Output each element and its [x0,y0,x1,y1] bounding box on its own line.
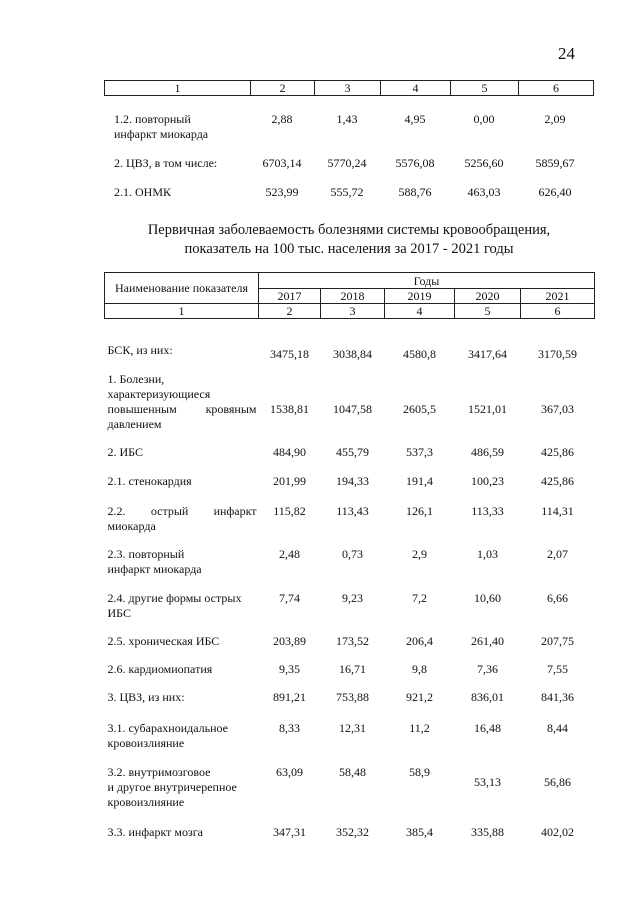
year-header: 2020 [455,289,521,304]
value-cell: 206,4 [406,633,433,648]
value-cell: 555,72 [330,185,364,199]
value-cell: 8,44 [547,720,568,735]
value-cell: 0,00 [473,112,495,126]
top-header-cell: 1 [105,81,251,95]
table-row [105,547,595,591]
top-header-cell: 2 [251,81,315,95]
table-row [105,474,595,504]
value-cell: 2,9 [412,546,427,561]
value-cell: 7,74 [279,590,300,605]
value-cell: 100,23 [471,473,504,488]
table-row [105,591,595,634]
value-cell: 56,86 [544,774,571,789]
value-cell: 3417,64 [468,346,507,361]
table-row [105,825,595,849]
value-cell: 1,03 [477,546,498,561]
value-cell: 194,33 [336,473,369,488]
section-title [104,221,594,259]
row-label: 2.1. ОНМК [114,185,172,199]
value-cell: 486,59 [471,444,504,459]
value-cell: 12,31 [339,720,366,735]
value-cell: 53,13 [474,774,501,789]
top-header-cell: 5 [451,81,519,95]
top-table-header [104,80,594,96]
value-cell: 126,1 [406,503,433,518]
row-label-justified [108,402,257,417]
value-cell: 6,66 [547,590,568,605]
row-label: 3.1. субарахноидальное кровоизлияние [107,720,229,750]
label-word: инфаркт [213,503,257,518]
years-header: Годы [259,273,595,289]
row-label: 2.4. другие формы острых ИБС [107,590,242,620]
value-cell: 9,23 [342,590,363,605]
year-header: 2018 [321,289,385,304]
table-row [105,662,595,690]
value-cell: 0,73 [342,546,363,561]
value-cell: 402,02 [541,824,574,839]
label-word: 2.2. [107,503,126,518]
row-label: 2.3. повторный инфаркт миокарда [107,546,202,576]
table-row [105,690,595,721]
value-cell: 201,99 [273,473,306,488]
value-cell: 367,03 [541,401,574,416]
value-cell: 352,32 [336,824,369,839]
value-cell: 1047,58 [333,401,372,416]
value-cell: 9,35 [279,661,300,676]
table-row [105,504,595,547]
value-cell: 5859,67 [535,156,575,170]
index-cell: 2 [259,304,321,319]
row-label: БСК, из них: [107,342,173,357]
year-header: 2017 [259,289,321,304]
value-cell: 7,36 [477,661,498,676]
value-cell: 6703,14 [262,156,302,170]
table-row [105,347,595,372]
value-cell: 1,43 [336,112,358,126]
value-cell: 4580,8 [403,346,436,361]
value-cell: 16,71 [339,661,366,676]
index-cell: 5 [455,304,521,319]
value-cell: 347,31 [273,824,306,839]
value-cell: 63,09 [276,764,303,779]
row-label: 2.6. кардиомиопатия [107,661,213,676]
value-cell: 173,52 [336,633,369,648]
value-cell: 16,48 [474,720,501,735]
value-cell: 7,55 [547,661,568,676]
top-table-row [104,185,594,200]
row-label: 1. Болезни, характеризующиеся повышенным кровяным давлением [107,371,257,431]
label-word: кровяным [205,401,257,416]
year-header: 2019 [385,289,455,304]
value-cell: 463,03 [467,185,501,199]
table-row [105,765,595,825]
value-cell: 5576,08 [395,156,435,170]
value-cell: 113,43 [336,503,369,518]
value-cell: 191,4 [406,473,433,488]
value-cell: 2605,5 [403,401,436,416]
value-cell: 2,09 [544,112,566,126]
value-cell: 335,88 [471,824,504,839]
index-cell: 3 [321,304,385,319]
value-cell: 1538,81 [270,401,309,416]
value-cell: 921,2 [406,689,433,704]
value-cell: 261,40 [471,633,504,648]
value-cell: 7,2 [412,590,427,605]
value-cell: 5256,60 [464,156,504,170]
value-cell: 891,21 [273,689,306,704]
row-label: 3. ЦВЗ, из них: [107,689,185,704]
index-cell: 1 [105,304,259,319]
label-word: острый [150,503,189,518]
top-header-cell: 6 [553,81,559,95]
value-cell: 5770,24 [327,156,367,170]
top-table-row [104,112,594,142]
section-title-line: показатель на 100 тыс. населения за 2017 - 2021 годы [184,241,514,257]
value-cell: 836,01 [471,689,504,704]
main-table [104,272,595,849]
value-cell: 425,86 [541,444,574,459]
value-cell: 203,89 [273,633,306,648]
value-cell: 11,2 [409,720,430,735]
top-table-row [104,156,594,171]
value-cell: 58,48 [339,764,366,779]
table-row [105,372,595,445]
table-row [105,721,595,765]
value-cell: 207,75 [541,633,574,648]
value-cell: 753,88 [336,689,369,704]
top-header-cell: 4 [381,81,451,95]
page-number: 24 [558,44,575,63]
value-cell: 523,99 [265,185,299,199]
value-cell: 3475,18 [270,346,309,361]
value-cell: 113,33 [471,503,504,518]
table-row [105,445,595,474]
value-cell: 4,95 [404,112,426,126]
value-cell: 588,76 [398,185,432,199]
value-cell: 455,79 [336,444,369,459]
row-label: 2.5. хроническая ИБС [107,633,220,648]
row-label: 2.2. острый инфаркт миокарда [107,503,257,533]
value-cell: 9,8 [412,661,427,676]
value-cell: 2,07 [547,546,568,561]
value-cell: 626,40 [538,185,572,199]
section-title-line: Первичная заболеваемость болезнями системы кровообращения, [147,222,551,238]
value-cell: 425,86 [541,473,574,488]
value-cell: 115,82 [273,503,306,518]
value-cell: 1521,01 [468,401,507,416]
top-header-cell: 3 [315,81,381,95]
row-label: 3.2. внутримозговое и другое внутричерепное кровоизлияние [107,764,237,809]
value-cell: 537,3 [406,444,433,459]
table-row [105,634,595,662]
row-label: 3.3. инфаркт мозга [107,824,203,839]
value-cell: 3038,84 [333,346,372,361]
value-cell: 2,48 [279,546,300,561]
index-cell: 4 [385,304,455,319]
value-cell: 2,88 [271,112,293,126]
value-cell: 10,60 [474,590,501,605]
value-cell: 58,9 [409,764,430,779]
index-cell: 6 [521,304,595,319]
row-label: 2. ЦВЗ, в том числе: [114,156,218,170]
value-cell: 841,36 [541,689,574,704]
value-cell: 8,33 [279,720,300,735]
value-cell: 484,90 [273,444,306,459]
row-label: 2. ИБС [107,444,143,459]
row-label: 1.2. повторный инфаркт миокарда [114,112,209,141]
value-cell: 3170,59 [538,346,577,361]
row-label: 2.1. стенокардия [107,473,192,488]
value-cell: 114,31 [541,503,574,518]
label-word: повышенным [107,401,177,416]
year-header: 2021 [521,289,595,304]
name-column-header: Наименование показателя [105,273,259,304]
value-cell: 385,4 [406,824,433,839]
